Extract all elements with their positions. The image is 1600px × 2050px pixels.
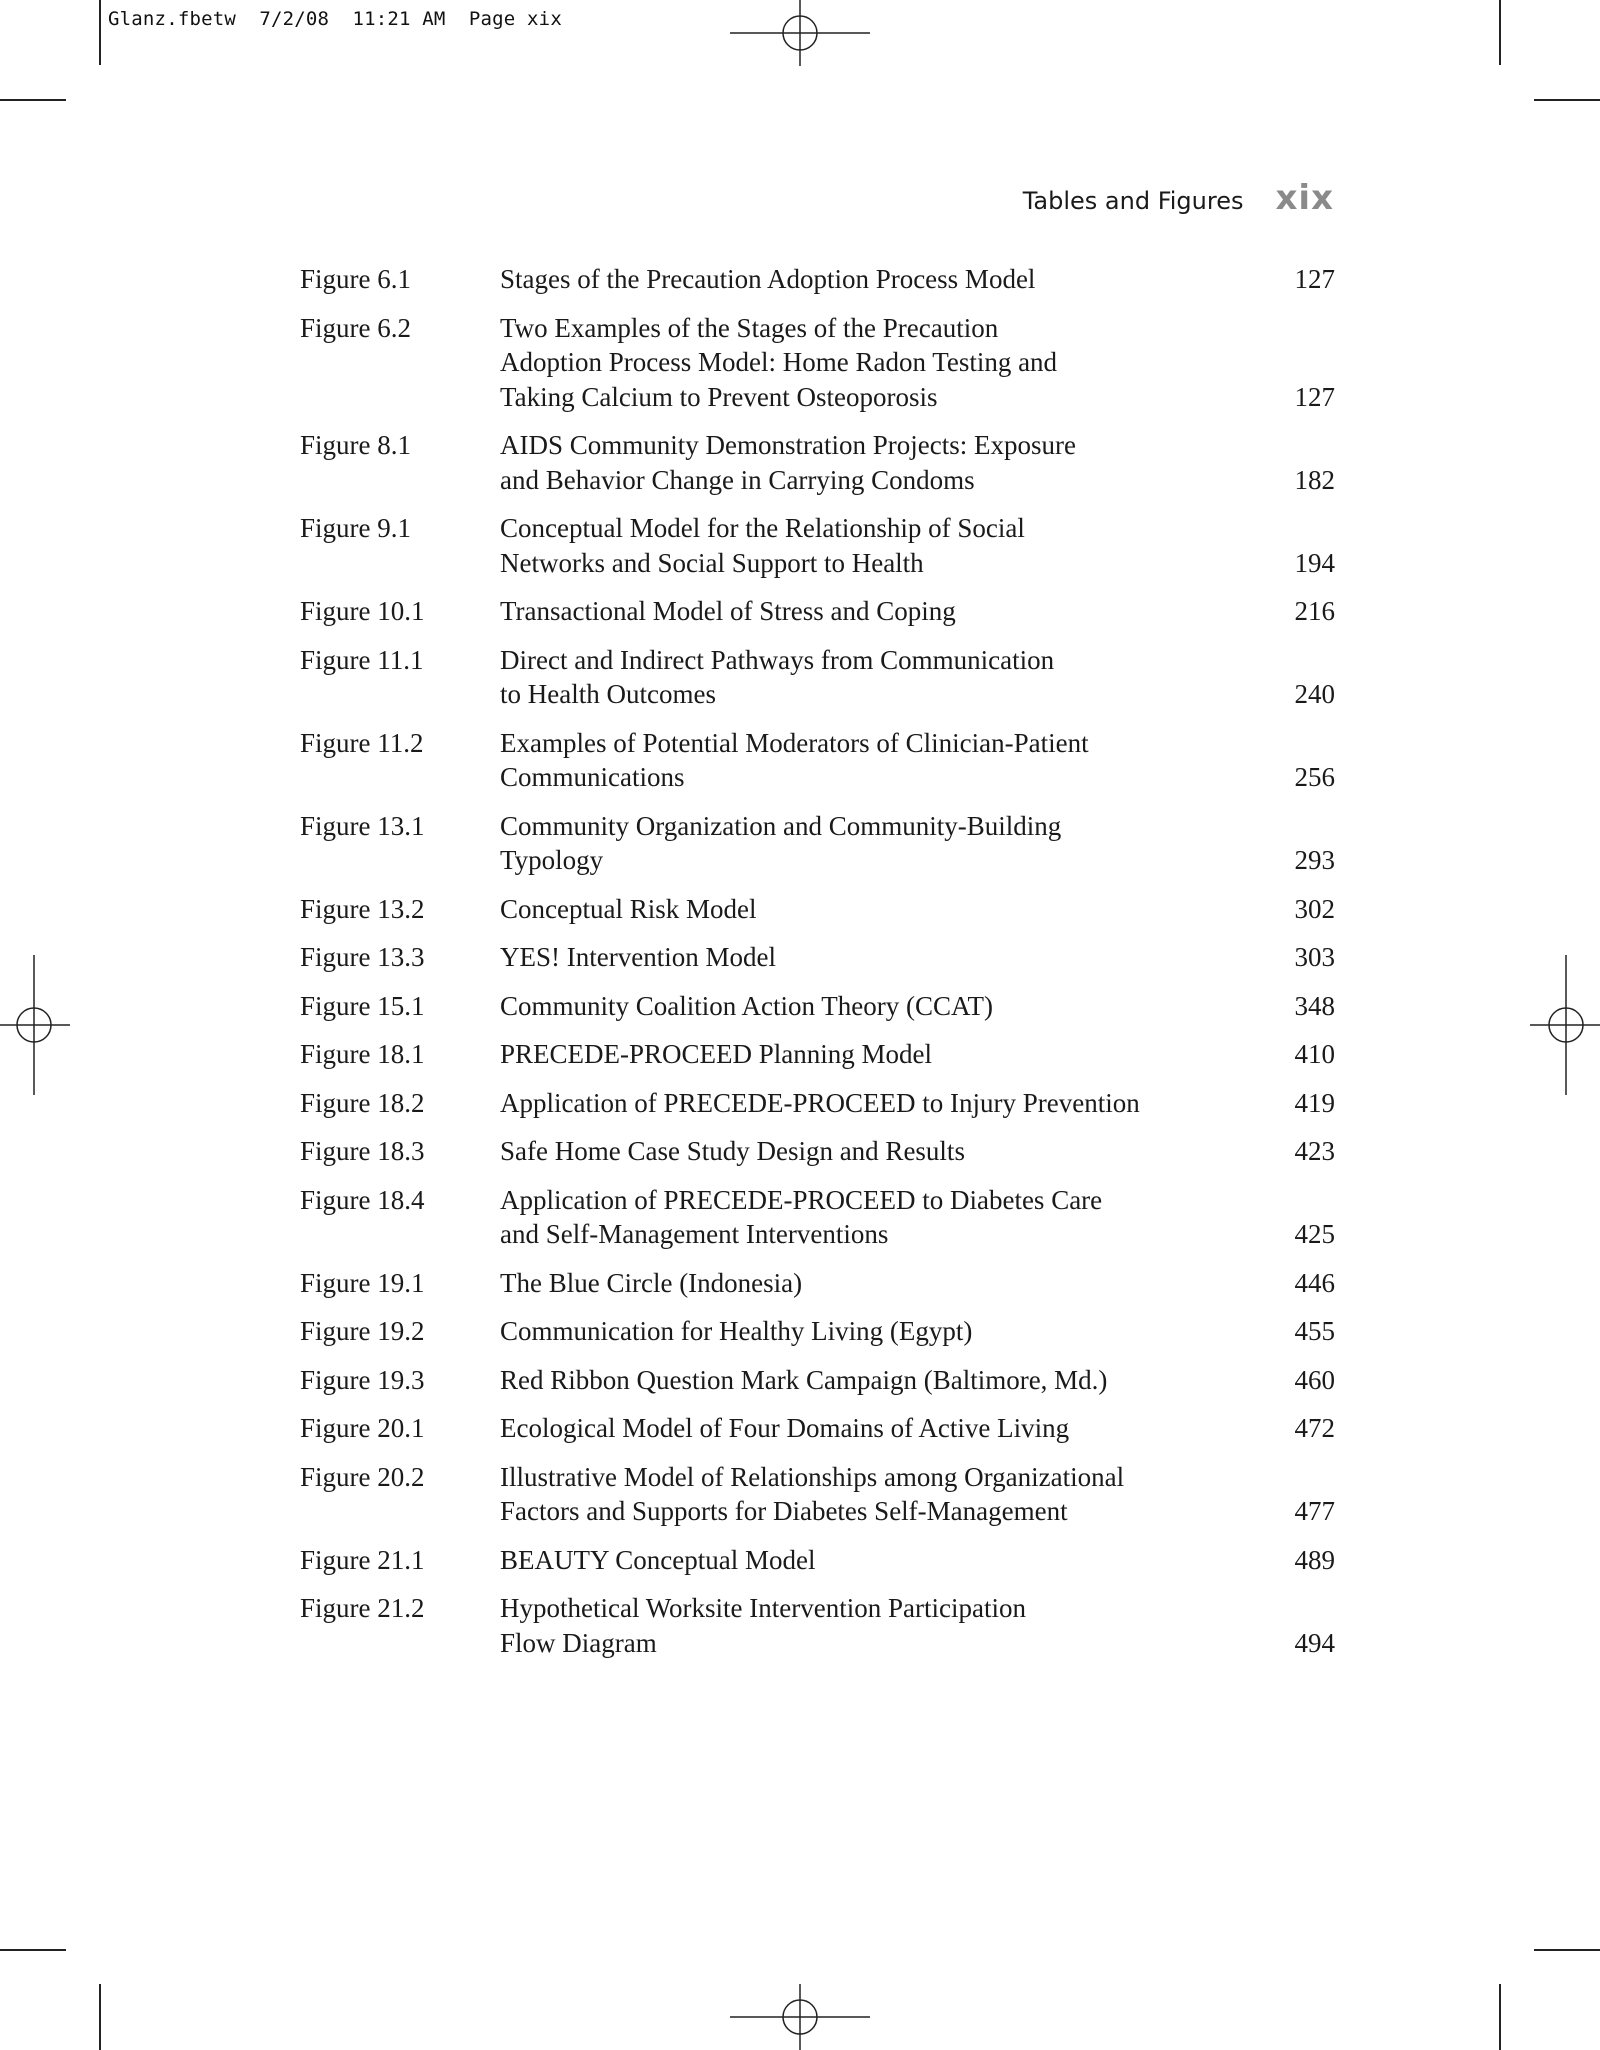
figure-title: Ecological Model of Four Domains of Active Living [500, 1413, 1070, 1443]
figure-entry [300, 1086, 1335, 1121]
figure-page-number: 460 [1294, 1364, 1335, 1395]
figure-title: Red Ribbon Question Mark Campaign (Baltimore, Md.) [500, 1364, 1108, 1395]
figure-entry [300, 809, 1335, 878]
figure-page-number: 455 [1294, 1316, 1335, 1346]
figure-title: Conceptual Model for the Relationship of Social Networks and Social Support to Health [500, 513, 1025, 578]
figure-page-number: 472 [1294, 1413, 1335, 1443]
crop-mark-top-right-horizontal [1534, 99, 1600, 101]
figure-label: Figure 18.3 [300, 1136, 425, 1166]
figure-title: Examples of Potential Moderators of Clinician-Patient Communications [500, 727, 1089, 792]
figure-title: Community Coalition Action Theory (CCAT) [500, 990, 993, 1021]
figure-label: Figure 19.2 [300, 1316, 425, 1346]
slug-time: 11:21 AM [352, 8, 446, 30]
figure-label: Figure 19.1 [300, 1267, 425, 1298]
figure-title: The Blue Circle (Indonesia) [500, 1267, 803, 1298]
crop-mark-bottom-right-vertical [1499, 1984, 1501, 2050]
slug-date: 7/2/08 [259, 8, 330, 30]
figure-title: Community Organization and Community-Building Typology [500, 810, 1062, 875]
page-folio: xix [1275, 178, 1334, 218]
figure-entry [300, 428, 1335, 497]
figure-title: Transactional Model of Stress and Coping [500, 596, 956, 626]
figure-page-number: 240 [1294, 679, 1335, 709]
figure-list [300, 262, 1335, 1674]
running-head [1023, 178, 1334, 218]
figure-page-number: 256 [1294, 762, 1335, 792]
figure-entry [300, 594, 1335, 629]
running-head-title: Tables and Figures [1022, 187, 1244, 215]
figure-label: Figure 10.1 [300, 596, 425, 626]
figure-label: Figure 15.1 [300, 990, 425, 1021]
figure-page-number: 419 [1294, 1087, 1335, 1118]
crop-mark-bottom-right-horizontal [1534, 1949, 1600, 1951]
figure-label: Figure 20.2 [300, 1461, 425, 1492]
figure-entry [300, 989, 1335, 1024]
figure-page-number: 293 [1294, 845, 1335, 875]
figure-entry [300, 511, 1335, 580]
figure-label: Figure 18.4 [300, 1184, 425, 1215]
figure-entry [300, 1460, 1335, 1529]
figure-label: Figure 18.2 [300, 1087, 425, 1118]
figure-entry [300, 311, 1335, 415]
slug-file: Glanz.fbetw [108, 8, 237, 30]
figure-page-number: 410 [1294, 1039, 1335, 1069]
figure-page-number: 446 [1294, 1267, 1335, 1298]
figure-entry [300, 1543, 1335, 1578]
figure-title: Safe Home Case Study Design and Results [500, 1136, 965, 1166]
figure-entry [300, 1411, 1335, 1446]
figure-page-number: 494 [1294, 1627, 1335, 1658]
figure-label: Figure 18.1 [300, 1039, 425, 1069]
crop-mark-top-right-vertical [1499, 0, 1501, 65]
figure-label: Figure 13.2 [300, 893, 425, 924]
figure-title: Communication for Healthy Living (Egypt) [500, 1316, 973, 1346]
figure-page-number: 423 [1294, 1136, 1335, 1166]
figure-entry [300, 1134, 1335, 1169]
figure-title: Application of PRECEDE-PROCEED to Diabetes Care and Self-Management Interventions [500, 1184, 1103, 1249]
figure-title: Two Examples of the Stages of the Precaution Adoption Process Model: Home Radon Testing and Taking Calcium to Prevent Osteoporosis [500, 312, 1058, 412]
figure-title: AIDS Community Demonstration Projects: Exposure and Behavior Change in Carrying Condoms [500, 430, 1076, 495]
figure-label: Figure 13.3 [300, 942, 425, 972]
figure-page-number: 127 [1294, 381, 1335, 412]
figure-page-number: 303 [1294, 942, 1335, 972]
printer-slug [108, 8, 562, 30]
figure-page-number: 348 [1294, 990, 1335, 1021]
figure-page-number: 477 [1294, 1496, 1335, 1526]
figure-label: Figure 9.1 [300, 513, 411, 543]
figure-label: Figure 11.2 [300, 727, 424, 758]
figure-label: Figure 13.1 [300, 810, 425, 841]
figure-label: Figure 21.2 [300, 1593, 425, 1623]
figure-entry [300, 1037, 1335, 1072]
figure-title: Illustrative Model of Relationships among Organizational Factors and Supports for Diabetes Self-Management [500, 1461, 1125, 1526]
figure-label: Figure 6.2 [300, 312, 411, 343]
figure-entry [300, 1183, 1335, 1252]
registration-mark-bottom [730, 1984, 870, 2050]
figure-title: Application of PRECEDE-PROCEED to Injury Prevention [500, 1087, 1140, 1118]
figure-title: Direct and Indirect Pathways from Communication to Health Outcomes [500, 644, 1055, 709]
crop-mark-bottom-left-vertical [99, 1984, 101, 2050]
figure-page-number: 127 [1294, 264, 1335, 294]
figure-title: PRECEDE-PROCEED Planning Model [500, 1039, 933, 1069]
figure-entry [300, 892, 1335, 927]
figure-label: Figure 11.1 [300, 644, 424, 675]
crop-mark-top-left-horizontal [0, 99, 66, 101]
figure-page-number: 182 [1294, 464, 1335, 495]
figure-label: Figure 19.3 [300, 1364, 425, 1395]
figure-title: BEAUTY Conceptual Model [500, 1544, 816, 1575]
figure-title: Hypothetical Worksite Intervention Participation Flow Diagram [500, 1593, 1026, 1658]
figure-label: Figure 21.1 [300, 1544, 425, 1575]
crop-mark-bottom-left-horizontal [0, 1949, 66, 1951]
figure-page-number: 194 [1294, 547, 1335, 578]
figure-entry [300, 726, 1335, 795]
figure-entry [300, 1591, 1335, 1660]
figure-title: Conceptual Risk Model [500, 893, 757, 924]
figure-label: Figure 6.1 [300, 264, 411, 294]
figure-page-number: 489 [1294, 1544, 1335, 1575]
figure-page-number: 216 [1294, 596, 1335, 626]
figure-title: YES! Intervention Model [500, 942, 776, 972]
figure-entry [300, 262, 1335, 297]
figure-label: Figure 8.1 [300, 430, 411, 460]
figure-title: Stages of the Precaution Adoption Process Model [500, 264, 1036, 294]
crop-mark-top-left-vertical [99, 0, 101, 65]
figure-entry [300, 1363, 1335, 1398]
figure-page-number: 425 [1294, 1219, 1335, 1249]
figure-page-number: 302 [1294, 893, 1335, 924]
registration-mark-right [1530, 955, 1600, 1095]
figure-entry [300, 1314, 1335, 1349]
registration-mark-top [730, 0, 870, 66]
figure-entry [300, 643, 1335, 712]
figure-entry [300, 1266, 1335, 1301]
figure-label: Figure 20.1 [300, 1413, 425, 1443]
figure-entry [300, 940, 1335, 975]
slug-page: Page xix [468, 8, 562, 30]
registration-mark-left [0, 955, 70, 1095]
